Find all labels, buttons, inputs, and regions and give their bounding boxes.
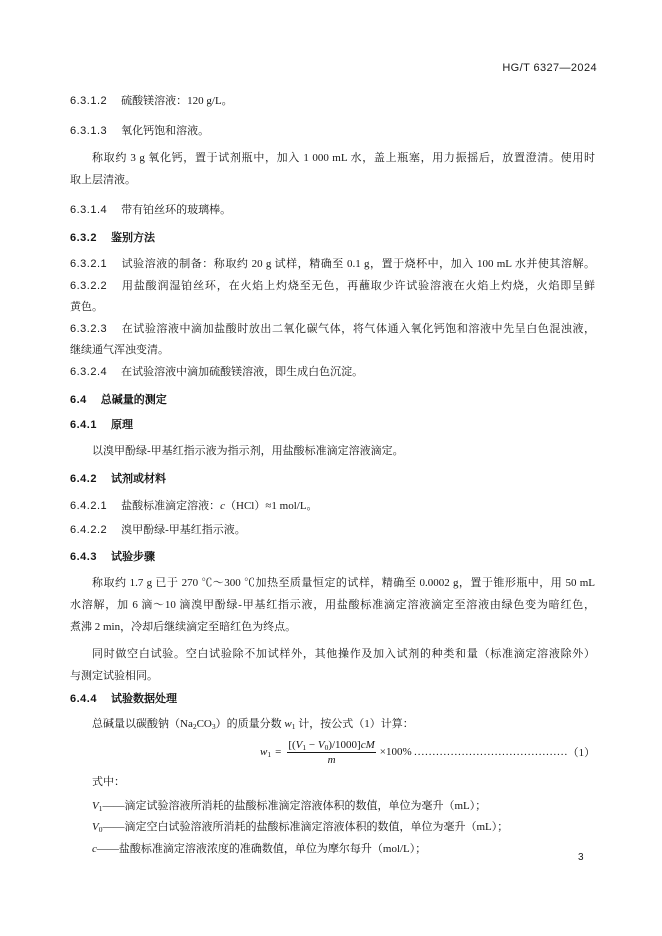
clause-6-3-2-4 bbox=[70, 365, 363, 379]
numerator-cm: cM bbox=[360, 738, 375, 751]
heading-number: 6.4.1 bbox=[70, 419, 97, 431]
clause-text: 试验溶液的制备：称取约 20 g 试样，精确至 0.1 g，置于烧杯中，加入 100 mL 水并使其溶解。 bbox=[121, 258, 595, 270]
definition-text: ——滴定试验溶液所消耗的盐酸标准滴定溶液体积的数值，单位为毫升（mL）； bbox=[102, 800, 487, 812]
clause-6-3-1-3 bbox=[70, 124, 209, 138]
clause-number: 6.3.2.4 bbox=[70, 366, 108, 378]
mass-fraction-symbol: w bbox=[284, 718, 292, 730]
heading-6-4 bbox=[70, 393, 167, 407]
heading-number: 6.4.3 bbox=[70, 551, 97, 563]
definition-text: ——滴定空白试验溶液所消耗的盐酸标准滴定溶液体积的数值，单位为毫升（mL）； bbox=[102, 821, 509, 833]
clause-6-3-2-3 bbox=[70, 322, 595, 336]
formula-lhs-subscript: 1 bbox=[267, 750, 272, 759]
page-number: 3 bbox=[578, 852, 584, 863]
clause-number: 6.3.1.2 bbox=[70, 95, 108, 107]
principle-text: 以溴甲酚绿-甲基红指示液为指示剂，用盐酸标准滴定溶液滴定。 bbox=[92, 445, 404, 457]
numerator-v1-subscript: 1 bbox=[302, 742, 307, 752]
formula-fraction bbox=[287, 738, 375, 767]
procedure-line-2: 水溶解，加 6 滴～10 滴溴甲酚绿-甲基红指示液，用盐酸标准滴定溶液滴定至溶液由绿色变为暗红色， bbox=[70, 599, 595, 611]
formula-number: （1） bbox=[567, 747, 596, 759]
heading-number: 6.4.4 bbox=[70, 693, 97, 705]
clause-6-4-2-1 bbox=[70, 499, 318, 513]
clause-text: 盐酸标准滴定溶液： bbox=[121, 500, 221, 512]
heading-title: 试剂或材料 bbox=[110, 473, 166, 485]
formula-dot-leader: …………………………………… bbox=[413, 746, 568, 758]
formula-lhs bbox=[260, 745, 271, 759]
formula-lhs-symbol: w bbox=[260, 746, 268, 758]
definition-symbol: V bbox=[92, 800, 99, 812]
heading-6-4-3 bbox=[70, 550, 155, 564]
blank-test-line-2: 与测定试验相同。 bbox=[70, 670, 158, 682]
clause-text: 硫酸镁溶液：120 g/L。 bbox=[121, 95, 233, 107]
numerator-v0-subscript: 0 bbox=[324, 742, 329, 752]
numerator-v1-symbol: V bbox=[295, 738, 303, 751]
heading-number: 6.3.2 bbox=[70, 232, 97, 244]
procedure-line-3: 煮沸 2 min，冷却后继续滴定至暗红色为终点。 bbox=[70, 621, 297, 633]
heading-6-4-2 bbox=[70, 472, 166, 486]
definition-text: ——盐酸标准滴定溶液浓度的准确数值，单位为摩尔每升（mol/L）； bbox=[96, 843, 427, 855]
intro-subscript-3: 3 bbox=[211, 722, 216, 731]
formula-1 bbox=[260, 737, 595, 767]
blank-test-line-1: 同时做空白试验。空白试验除不加试样外，其他操作及加入试剂的种类和量（标准滴定溶液除外） bbox=[92, 648, 595, 660]
heading-title: 试验数据处理 bbox=[110, 693, 177, 705]
numerator-close-bracket: )/1000] bbox=[328, 738, 361, 751]
heading-title: 鉴别方法 bbox=[110, 232, 155, 244]
clause-6-3-1-4 bbox=[70, 203, 231, 217]
clause-6-4-2-2 bbox=[70, 523, 246, 537]
clause-text: 在试验溶液中滴加硫酸镁溶液，即生成白色沉淀。 bbox=[121, 366, 364, 378]
numerator-open-bracket: [( bbox=[288, 738, 296, 751]
clause-number: 6.3.2.3 bbox=[70, 323, 108, 335]
fraction-numerator bbox=[287, 738, 375, 752]
fraction-denominator: m bbox=[327, 753, 336, 766]
clause-6-3-1-3-body-line-1: 称取约 3 g 氧化钙，置于试剂瓶中，加入 1 000 mL 水，盖上瓶塞，用力振摇后，放置澄清。使用时 bbox=[92, 152, 595, 164]
concentration-symbol: c bbox=[220, 500, 226, 512]
heading-title: 总碱量的测定 bbox=[100, 394, 167, 406]
clause-6-3-2-3-continuation: 继续通气浑浊变清。 bbox=[70, 344, 169, 356]
definition-symbol: c bbox=[92, 843, 97, 855]
calculation-intro bbox=[92, 717, 414, 731]
intro-subscript-2: 2 bbox=[192, 722, 197, 731]
clause-number: 6.3.2.1 bbox=[70, 258, 108, 270]
clause-6-3-2-2-continuation: 黄色。 bbox=[70, 301, 103, 313]
clause-number: 6.4.2.2 bbox=[70, 524, 108, 536]
procedure-line-1: 称取约 1.7 g 已于 270 ℃～300 ℃加热至质量恒定的试样，精确至 0.0002 g，置于锥形瓶中，用 50 mL bbox=[92, 577, 595, 589]
intro-text-2: CO bbox=[196, 718, 212, 730]
clause-number: 6.4.2.1 bbox=[70, 500, 108, 512]
definition-symbol: V bbox=[92, 821, 99, 833]
clause-6-3-2-2 bbox=[70, 279, 595, 293]
clause-text: 氧化钙饱和溶液。 bbox=[121, 125, 210, 137]
clause-6-3-1-2 bbox=[70, 94, 233, 108]
clause-text: 带有铂丝环的玻璃棒。 bbox=[121, 204, 232, 216]
clause-text-after: （HCl）≈1 mol/L。 bbox=[225, 500, 318, 512]
where-label: 式中： bbox=[92, 776, 125, 788]
heading-title: 试验步骤 bbox=[110, 551, 155, 563]
clause-text: 溴甲酚绿-甲基红指示液。 bbox=[121, 524, 246, 536]
intro-text-4: 计，按公式（1）计算： bbox=[295, 718, 414, 730]
definition-v0 bbox=[92, 820, 508, 834]
intro-text-3: ）的质量分数 bbox=[215, 718, 285, 730]
heading-number: 6.4 bbox=[70, 394, 87, 406]
clause-number: 6.3.2.2 bbox=[70, 280, 108, 292]
definition-subscript: 1 bbox=[98, 804, 103, 813]
heading-title: 原理 bbox=[110, 419, 133, 431]
formula-times-100-percent: ×100% bbox=[379, 746, 412, 758]
heading-6-4-4 bbox=[70, 692, 177, 706]
mass-fraction-subscript: 1 bbox=[291, 722, 296, 731]
clause-6-3-1-3-body-line-2: 取上层清液。 bbox=[70, 174, 136, 186]
definition-v1 bbox=[92, 799, 486, 813]
numerator-minus: − bbox=[306, 738, 318, 751]
clause-number: 6.3.1.4 bbox=[70, 204, 108, 216]
clause-text: 用盐酸润湿铂丝环，在火焰上灼烧至无色，再蘸取少许试验溶液在火焰上灼烧，火焰即呈鲜 bbox=[121, 280, 595, 292]
heading-6-4-1 bbox=[70, 418, 133, 432]
numerator-v0-symbol: V bbox=[317, 738, 325, 751]
clause-number: 6.3.1.3 bbox=[70, 125, 108, 137]
definition-c bbox=[92, 842, 426, 856]
standard-code-header: HG/T 6327—2024 bbox=[502, 62, 597, 74]
clause-text: 在试验溶液中滴加盐酸时放出二氧化碳气体，将气体通入氧化钙饱和溶液中先呈白色混浊液， bbox=[121, 323, 595, 335]
intro-text-1: 总碱量以碳酸钠（Na bbox=[92, 718, 193, 730]
heading-number: 6.4.2 bbox=[70, 473, 97, 485]
heading-6-3-2 bbox=[70, 231, 155, 245]
clause-6-3-2-1 bbox=[70, 257, 595, 271]
definition-subscript: 0 bbox=[98, 825, 103, 834]
formula-equals: = bbox=[275, 746, 282, 758]
